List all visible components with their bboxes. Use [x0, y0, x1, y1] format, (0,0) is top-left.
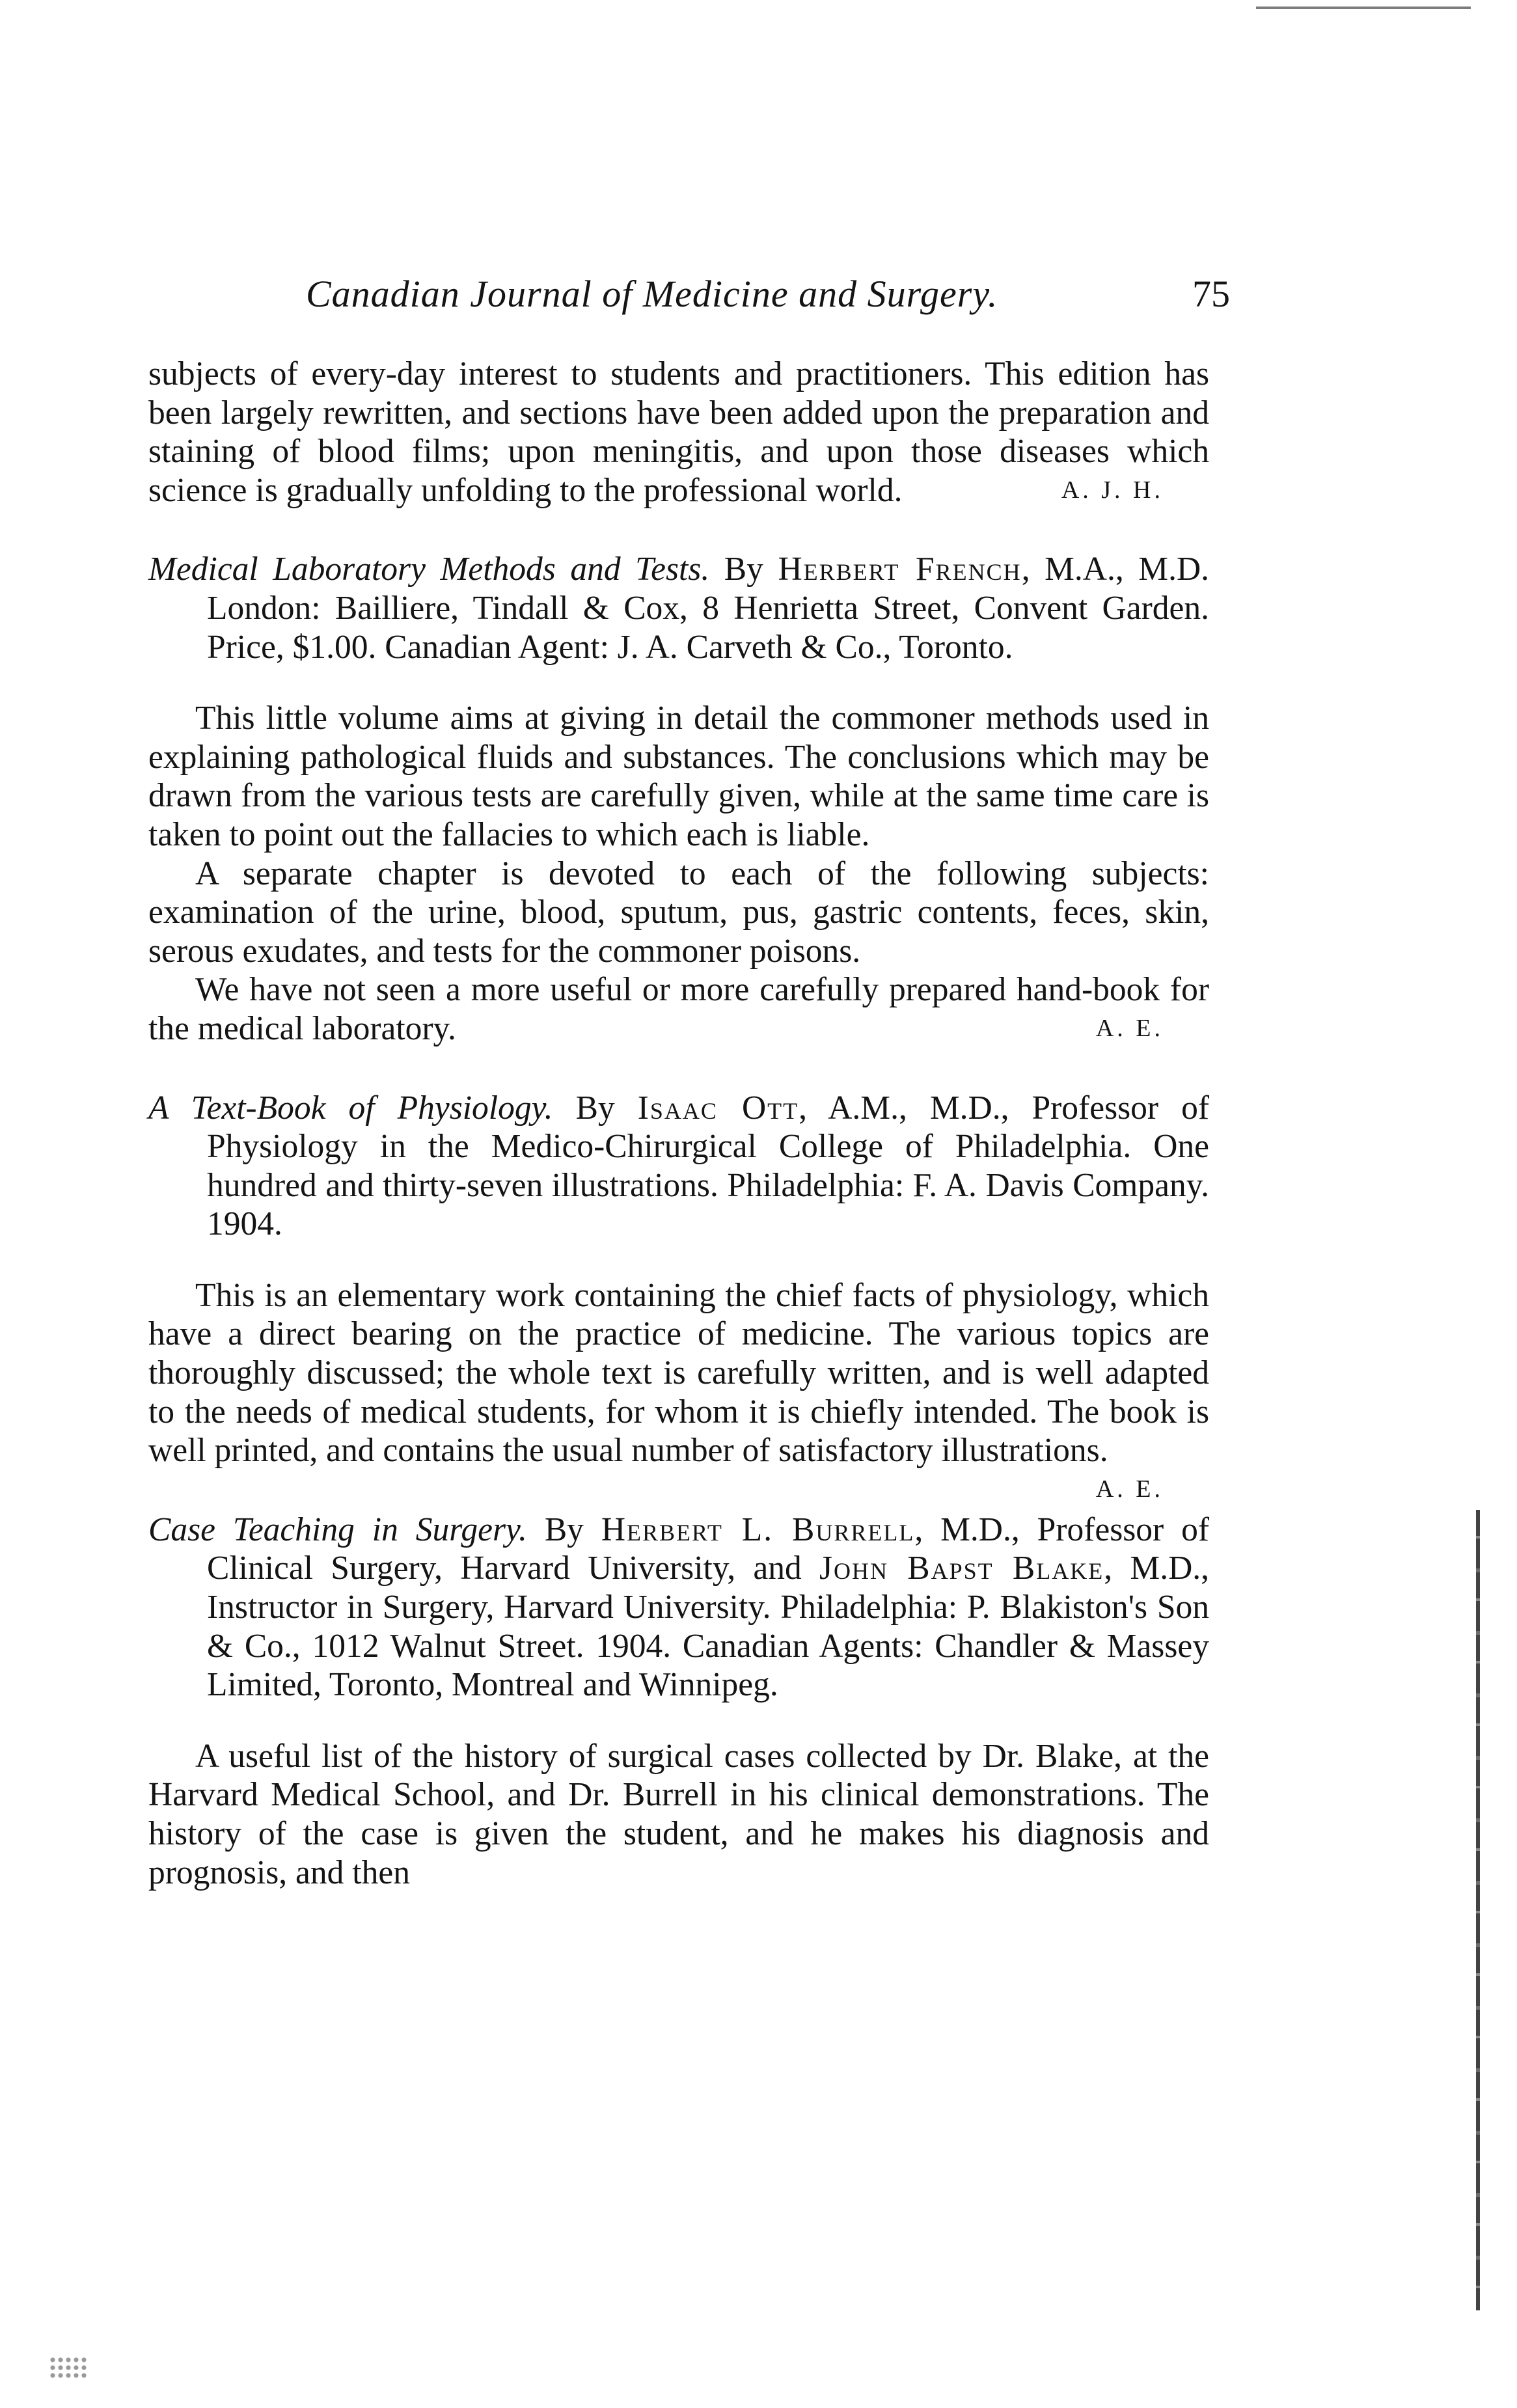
- book-title: Medical Laboratory Methods and Tests.: [148, 551, 710, 588]
- book-author: Herbert L. Burrell: [601, 1511, 915, 1548]
- by-label: By: [526, 1511, 601, 1548]
- book-entry-case-teaching: [148, 1511, 1209, 1704]
- spacer: [148, 1704, 1209, 1737]
- book-author: Herbert French: [778, 551, 1022, 588]
- book-details: , M.D., Instructor in Surgery, Harvard University. Philadelphia: P. Blakiston's Son & Co., 1012 Walnut Street. 1904. Canadian Agents: Chandler & Massey Limited, Toronto, Montreal and Winnipeg.: [207, 1550, 1210, 1704]
- intro-text: subjects of every-day interest to students and practitioners. This edition has been largely rewritten, and sections have been added upon the preparation and staining of blood films; upon meningitis, and upon those diseases which science is gradually unfolding to the professional world.: [148, 355, 1209, 509]
- book-entry-physiology: [148, 1089, 1209, 1244]
- by-label: By: [553, 1089, 638, 1127]
- book-author: John Bapst Blake: [819, 1550, 1104, 1587]
- reviewer-initials: A. E.: [1095, 1014, 1164, 1042]
- book-details: , M.D., Professor of Clinical Surgery, Harvard University, and: [207, 1511, 1209, 1587]
- spacer: [148, 666, 1209, 699]
- book-author: Isaac Ott: [637, 1089, 799, 1127]
- spacer: [148, 1244, 1209, 1276]
- review-paragraph: [148, 1276, 1209, 1503]
- scan-edge-mark: [1256, 7, 1471, 9]
- reviewer-initials: A. E.: [1095, 1475, 1164, 1503]
- by-label: By: [709, 551, 778, 588]
- intro-paragraph: [148, 355, 1209, 510]
- running-header: [306, 272, 1230, 324]
- article-body: [148, 355, 1209, 1892]
- book-details: , A.M., M.D., Professor of Physiology in the Medico-Chirurgical College of Philadelphia. One hundred and thirty-seven illustrations. Philadelphia: F. A. Davis Company. 1904.: [207, 1089, 1210, 1243]
- book-title: A Text-Book of Physiology.: [148, 1089, 553, 1127]
- scan-speck: [49, 2356, 88, 2378]
- review-paragraph: A useful list of the history of surgical cases collected by Dr. Blake, at the Harvard Medical School, and Dr. Burrell in his clinical demonstrations. The history of the case is given the student, and he makes his diagnosis and prognosis, and then: [148, 1737, 1209, 1891]
- book-entry-lab-methods: [148, 550, 1209, 666]
- review-paragraph: [148, 970, 1209, 1048]
- review-text: We have not seen a more useful or more carefully prepared hand-book for the medical laboratory.: [148, 971, 1209, 1047]
- spacer: [148, 510, 1209, 550]
- review-paragraph: This little volume aims at giving in detail the commoner methods used in explaining pathological fluids and substances. The conclusions which may be drawn from the various tests are carefully given, while at the same time care is taken to point out the fallacies to which each is liable.: [148, 700, 1209, 853]
- book-title: Case Teaching in Surgery.: [148, 1511, 527, 1548]
- spacer: [148, 1048, 1209, 1089]
- review-paragraph: A separate chapter is devoted to each of the following subjects: examination of the urine, blood, sputum, pus, gastric contents, feces, skin, serous exudates, and tests for the commoner poisons.: [148, 855, 1209, 970]
- page-number: 75: [1192, 273, 1230, 315]
- review-text: This is an elementary work containing the chief facts of physiology, which have a direct bearing on the practice of medicine. The various topics are thoroughly discussed; the whole text is carefully written, and is well adapted to the needs of medical students, for whom it is chiefly intended. The book is well printed, and contains the usual number of satisfactory illustrations.: [148, 1276, 1209, 1470]
- page-binding-edge: [1476, 1510, 1480, 2310]
- book-details: , M.A., M.D. London: Bailliere, Tindall & Cox, 8 Henrietta Street, Convent Garden. Price, $1.00. Canadian Agent: J. A. Carveth & Co., Toronto.: [207, 551, 1210, 666]
- reviewer-initials: A. J. H.: [1061, 476, 1164, 504]
- journal-title: Canadian Journal of Medicine and Surgery.: [306, 273, 998, 315]
